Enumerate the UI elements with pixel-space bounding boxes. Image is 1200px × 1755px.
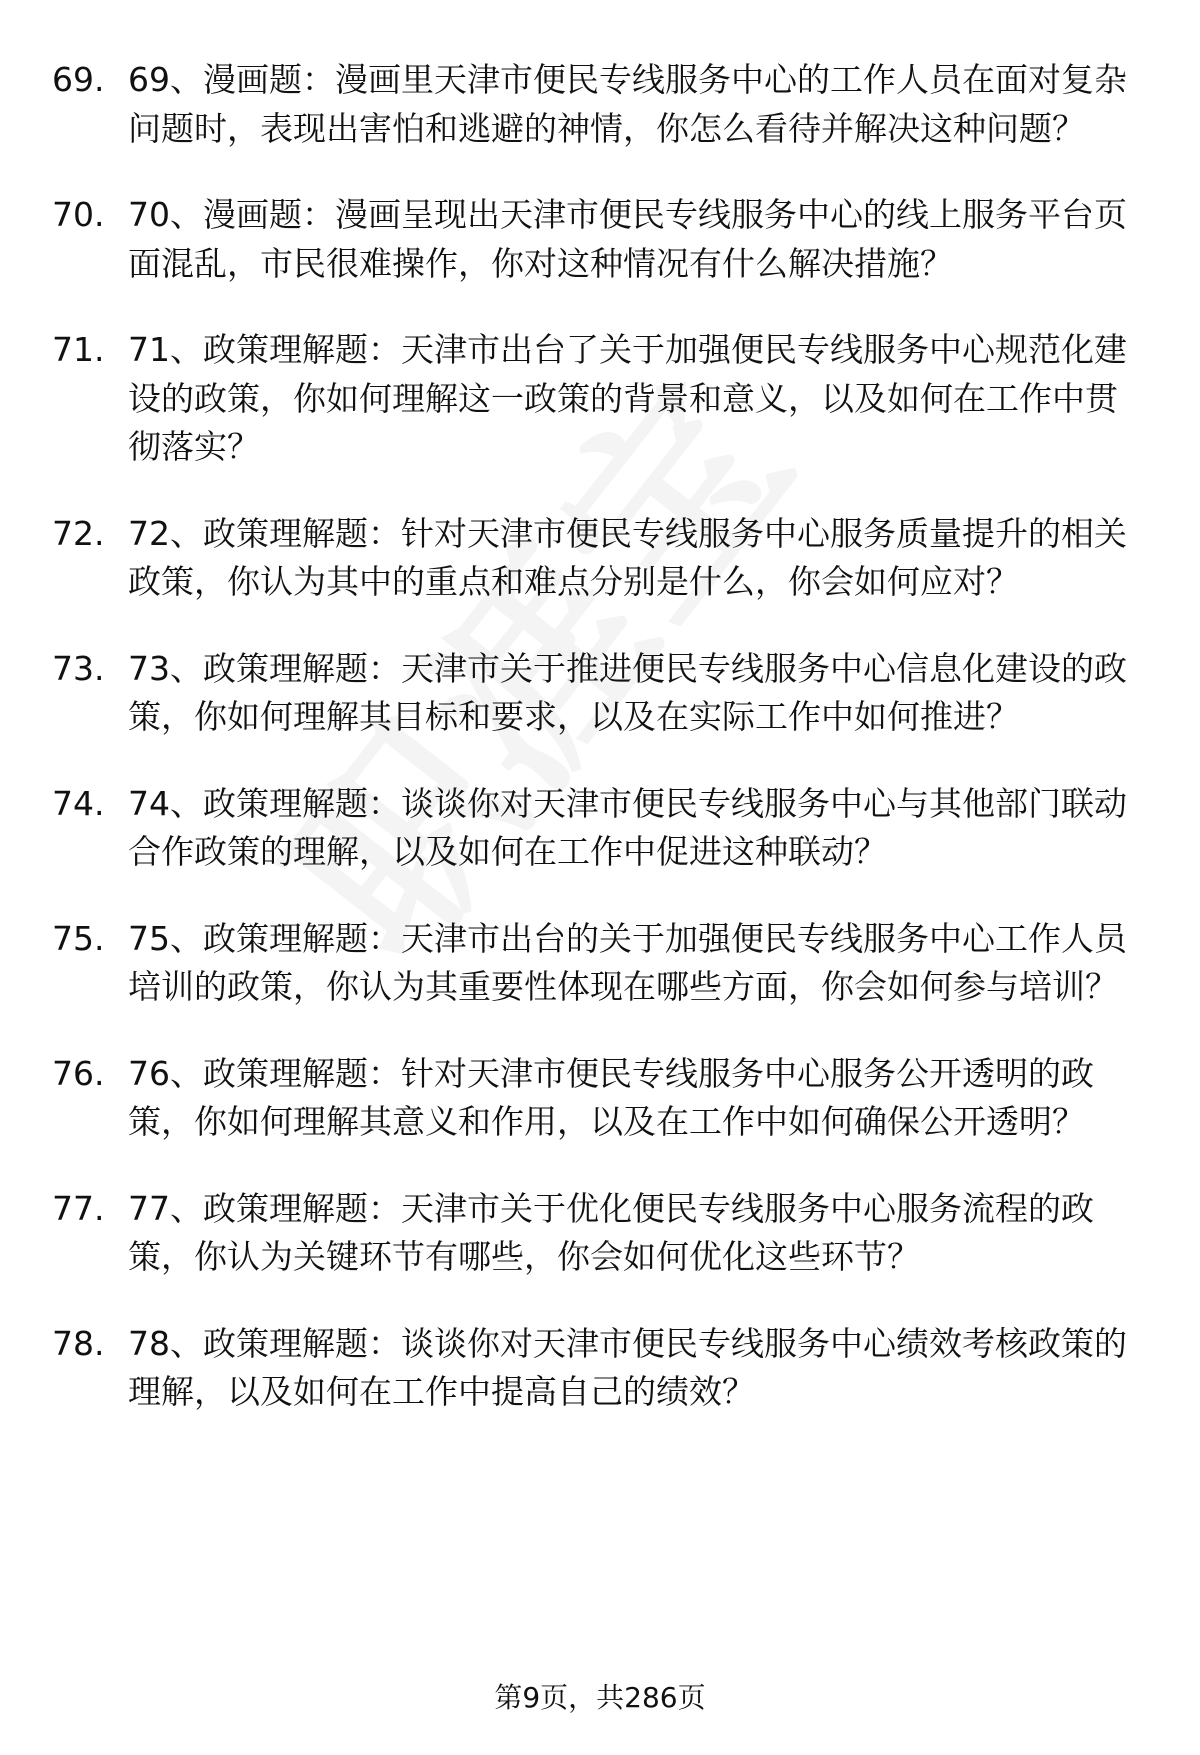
question-text: 78、政策理解题：谈谈你对天津市便民专线服务中心绩效考核政策的理解，以及如何在工作中提高自己的绩效？ xyxy=(128,1323,1127,1411)
question-number: 72. xyxy=(52,513,105,553)
question-number: 70. xyxy=(52,195,105,234)
question-item xyxy=(0,780,1200,877)
question-item xyxy=(0,1050,1200,1147)
question-number: 73. xyxy=(52,648,105,688)
question-text: 69、漫画题：漫画里天津市便民专线服务中心的工作人员在面对复杂问题时，表现出害怕和逃避的神情，你怎么看待并解决这种问题？ xyxy=(128,60,1127,148)
question-number: 76. xyxy=(52,1053,105,1093)
question-text: 75、政策理解题：天津市出台的关于加强便民专线服务中心工作人员培训的政策，你认为其重要性体现在哪些方面，你会如何参与培训？ xyxy=(128,918,1127,1006)
question-text: 73、政策理解题：天津市关于推进便民专线服务中心信息化建设的政策，你如何理解其目标和要求，以及在实际工作中如何推进？ xyxy=(128,648,1127,736)
question-item xyxy=(0,1320,1200,1417)
question-item xyxy=(0,915,1200,1012)
question-text: 71、政策理解题：天津市出台了关于加强便民专线服务中心规范化建设的政策，你如何理解这一政策的背景和意义，以及如何在工作中贯彻落实？ xyxy=(128,330,1127,466)
question-text: 74、政策理解题：谈谈你对天津市便民专线服务中心与其他部门联动合作政策的理解，以及如何在工作中促进这种联动？ xyxy=(128,783,1127,871)
question-text: 76、政策理解题：针对天津市便民专线服务中心服务公开透明的政策，你如何理解其意义和作用，以及在工作中如何确保公开透明？ xyxy=(128,1053,1094,1141)
question-list xyxy=(0,56,1200,1455)
question-text: 77、政策理解题：天津市关于优化便民专线服务中心服务流程的政策，你认为关键环节有哪些，你会如何优化这些环节？ xyxy=(128,1188,1094,1276)
question-text: 72、政策理解题：针对天津市便民专线服务中心服务质量提升的相关政策，你认为其中的重点和难点分别是什么，你会如何应对？ xyxy=(128,513,1127,601)
question-number: 71. xyxy=(52,330,105,369)
question-text: 70、漫画题：漫画呈现出天津市便民专线服务中心的线上服务平台页面混乱，市民很难操作，你对这种情况有什么解决措施？ xyxy=(128,195,1127,283)
question-number: 69. xyxy=(52,60,105,99)
page-number-label: 第9页，共286页 xyxy=(494,1681,706,1714)
question-number: 75. xyxy=(52,918,105,958)
question-item xyxy=(0,645,1200,742)
question-item xyxy=(0,326,1200,472)
page-footer xyxy=(0,1678,1200,1718)
question-item xyxy=(0,510,1200,607)
question-number: 78. xyxy=(52,1323,105,1363)
question-number: 74. xyxy=(52,783,105,823)
question-number: 77. xyxy=(52,1188,105,1228)
question-item xyxy=(0,1185,1200,1282)
question-item xyxy=(0,56,1200,153)
question-item xyxy=(0,191,1200,288)
